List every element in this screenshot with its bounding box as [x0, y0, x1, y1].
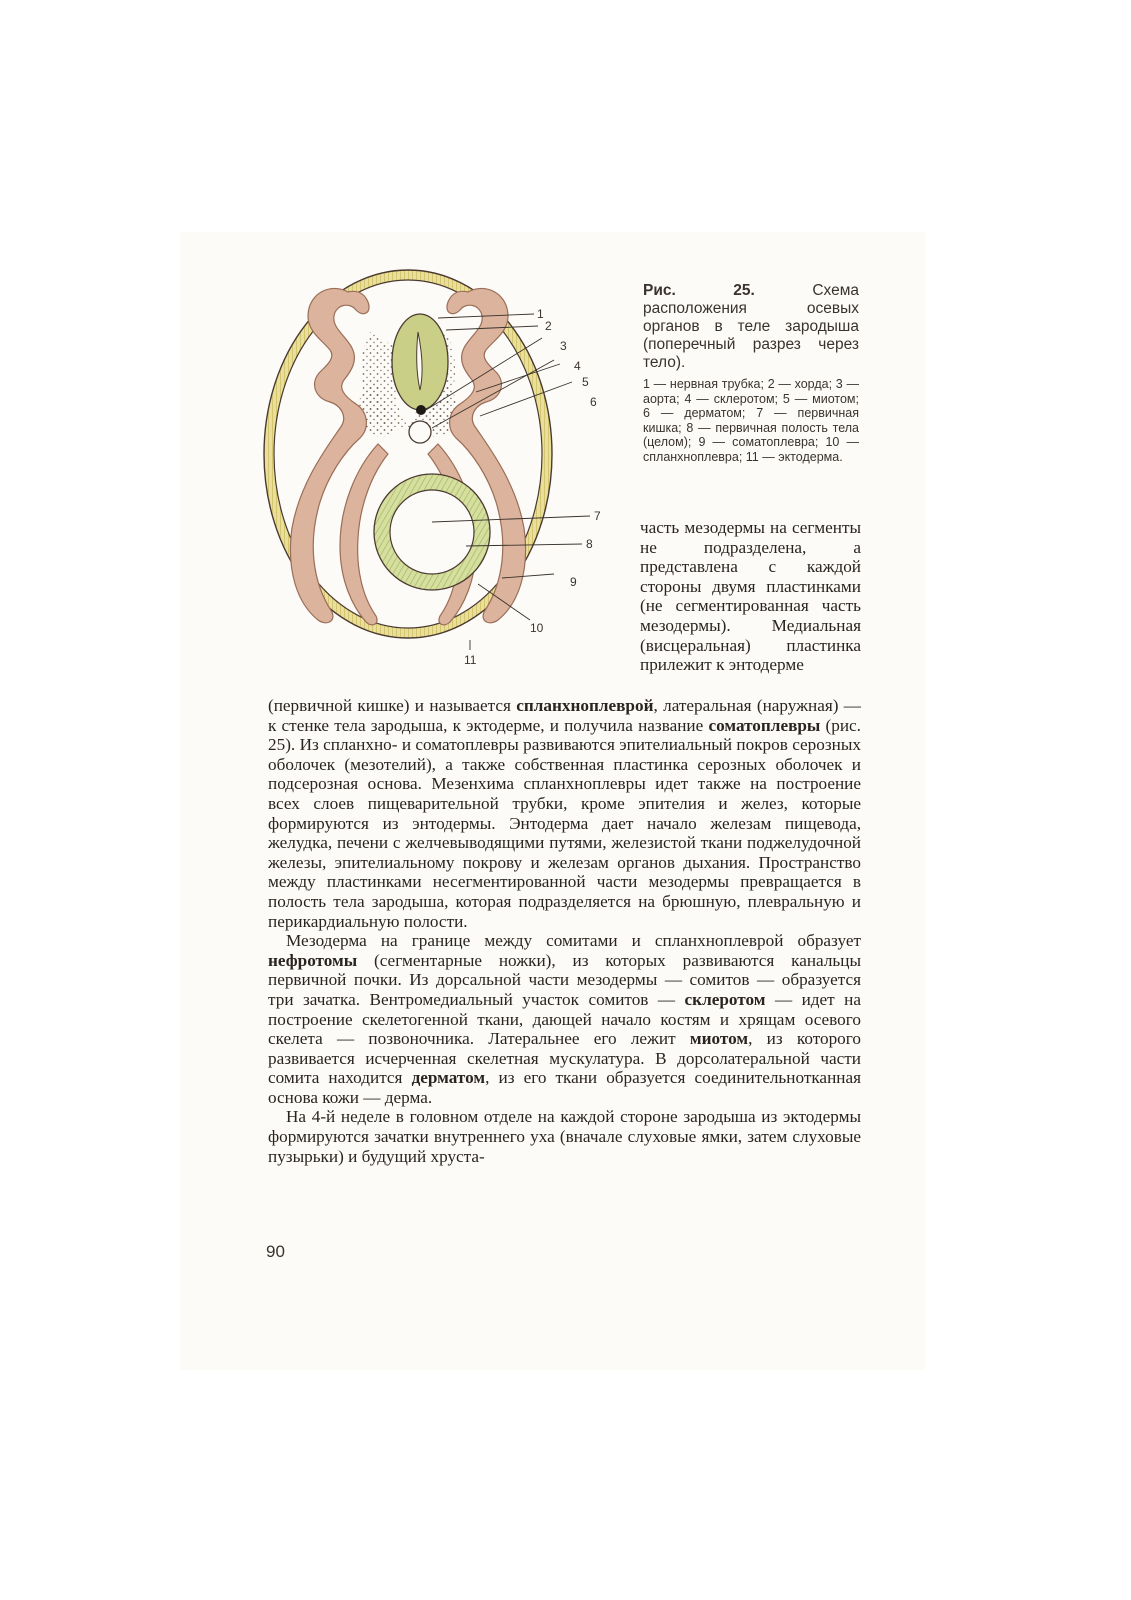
side-column-text: часть мезодермы на сегменты не подразделена, а представлена с каждой стороны двумя пластинками (не сегментированная часть мезодермы). Медиальная (висцеральная) пластинка прилежит к энтодерме: [640, 518, 861, 675]
main-text-block: [268, 696, 861, 1166]
label-6: 6: [590, 395, 597, 409]
label-10: 10: [530, 621, 544, 635]
caption-legend: 1 — нервная трубка; 2 — хорда; 3 — аорта; 4 — склеротом; 5 — миотом; 6 — дерматом; 7 — первичная кишка; 8 — первичная полость тела (целом); 9 — соматоплевра; 10 — спланхноплевра; 11 — эктодерма.: [643, 377, 859, 464]
aorta: [409, 421, 431, 443]
caption-title: [643, 282, 859, 372]
book-page: [180, 232, 925, 1370]
term-somatopleura: соматоплевры: [708, 715, 821, 735]
term-myotome: миотом: [689, 1029, 749, 1049]
label-3: 3: [560, 339, 567, 353]
caption-figure-number: Рис. 25.: [643, 282, 755, 299]
paragraph-2: Мезодерма на границе между сомитами и спланхноплеврой образует нефротомы (сегментарные ножки), из которых развиваются канальцы первичной почки. Из дорсальной части мезодермы — сомитов — образуется три зачатка. Вентромедиальный участок сомитов — склеротом — идет на построение скелетогенной ткани, дающей начало костям и хрящам осевого скелета — позвоночника. Латеральнее его лежит миотом, из которого развивается исчерченная скелетная мускулатура. В дорсолатеральной части сомита находится дерматом, из его ткани образуется соединительнотканная основа кожи — дерма.: [268, 931, 861, 1107]
label-7: 7: [594, 509, 601, 523]
paragraph-1: (первичной кишке) и называется спланхноплеврой, латеральная (наружная) — к стенке тела зародыша, к эктодерме, и получила название соматоплевры (рис. 25). Из спланхно- и соматоплевры развиваются эпителиальный покров серозных оболочек (мезотелий), а также собственная пластинка серозных оболочек и подсерозная основа. Мезенхима спланхноплевры идет также на построение всех слоев пищеварительной трубки, кроме эпителия и желез, которые формируются из энтодермы. Энтодерма дает начало железам пищевода, желудка, печени с желчевыводящими путями, железистой ткани поджелудочной железы, эпителиальному покрову и железам органов дыхания. Пространство между пластинками несегментированной части мезодермы превращается в полость тела зародыша, которая подразделяется на брюшную, плевральную и перикардиальную полости.: [268, 696, 861, 931]
term-dermatome: дерматом: [411, 1068, 486, 1088]
term-splanchnopleura: спланхноплеврой: [516, 696, 654, 715]
label-2: 2: [545, 319, 552, 333]
term-sclerotome: склеротом: [684, 989, 766, 1009]
primary-gut: [374, 474, 490, 590]
embryo-cross-section-figure: [180, 232, 640, 672]
label-11: 11: [464, 653, 477, 667]
notochord: [416, 405, 426, 415]
label-8: 8: [586, 537, 593, 551]
label-4: 4: [574, 359, 581, 373]
neural-tube: [392, 314, 448, 410]
label-1: 1: [537, 307, 544, 321]
term-nephrotomes: нефротомы: [268, 950, 358, 970]
paragraph-3: На 4-й неделе в головном отделе на каждой стороне зародыша из эктодермы формируются зачатки внутреннего уха (вначале слуховые ямки, затем слуховые пузырьки) и будущий хруста-: [268, 1107, 861, 1166]
label-9: 9: [570, 575, 577, 589]
label-5: 5: [582, 375, 589, 389]
caption-title-text: Схема расположения осевых органов в теле зародыша (поперечный разрез через тело).: [643, 282, 859, 371]
page-number: 90: [266, 1242, 285, 1261]
figure-caption: [643, 282, 859, 465]
